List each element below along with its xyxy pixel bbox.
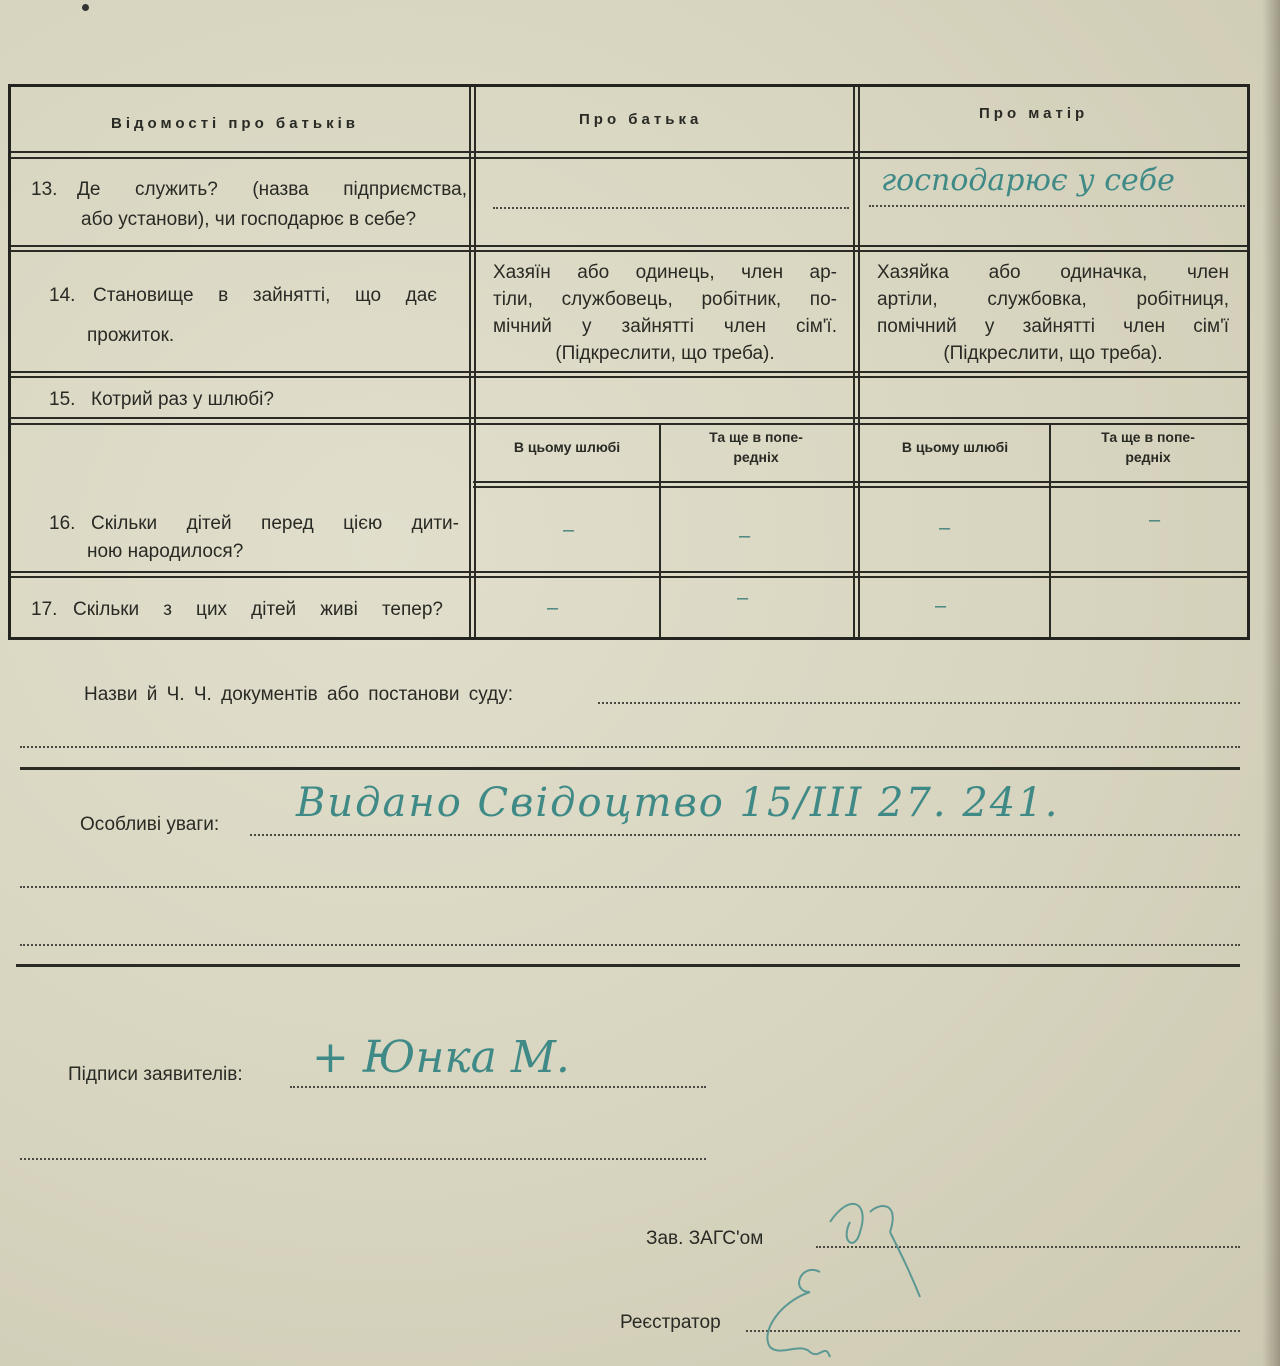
notes-handwriting: Видано Свідоцтво 15/III 27. 241. (296, 780, 1060, 826)
row-divider (473, 481, 1247, 483)
row-divider (11, 423, 1247, 425)
q13-number: 13. (31, 179, 58, 200)
q16-mother-prev-line1: Та ще в попе- (1101, 429, 1195, 445)
q16-number: 16. (49, 513, 76, 534)
q16-father-this-marriage: В цьому шлюбі (513, 439, 621, 455)
q14-mother-line: артіли, службовка, робітниця, (877, 289, 1229, 310)
col-divider (858, 87, 860, 637)
q16-value: – (739, 525, 751, 547)
row-divider (11, 157, 1247, 159)
section-divider (20, 767, 1240, 770)
row-divider (11, 371, 1247, 373)
q15-text: Котрий раз у шлюбі? (91, 389, 274, 410)
q13-mother-handwriting: господарює у себе (881, 163, 1175, 198)
q16-value: – (1149, 509, 1161, 531)
registrar-signature-scribble (750, 1262, 840, 1362)
header-about-mother: Про матір (979, 105, 1089, 122)
q16-father-prev-marriages (663, 427, 849, 467)
q13-line1: Де служить? (назва підприємства, (77, 179, 467, 200)
q14-mother-line: Хазяйка або одиначка, член (877, 262, 1229, 283)
q16-mother-prev-marriages (1053, 427, 1243, 467)
notes-field-line3[interactable] (20, 944, 1240, 946)
registrar-label: Реєстратор (620, 1312, 721, 1333)
row-divider (11, 417, 1247, 419)
q17-text: Скільки з цих дітей живі тепер? (73, 599, 443, 620)
q16-mother-this-marriage: В цьому шлюбі (901, 439, 1009, 455)
row-divider (11, 571, 1247, 573)
q16-father-prev-line1: Та ще в попе- (709, 429, 803, 445)
q14-line2: прожиток. (87, 325, 175, 346)
documents-field[interactable] (598, 702, 1240, 704)
q16-line2: ною народилося? (87, 541, 244, 562)
parents-info-table (8, 84, 1250, 640)
q14-number: 14. (49, 285, 76, 306)
q15-number: 15. (49, 389, 76, 410)
q14-father-line: мічний у зайнятті член сім'ї. (493, 316, 837, 337)
q17-value: – (935, 595, 947, 617)
q14-father-line: (Підкреслити, що треба). (555, 343, 775, 364)
q14-line1: Становище в зайнятті, що дає (93, 285, 437, 306)
section-divider (16, 964, 1240, 967)
row-divider (11, 250, 1247, 252)
row-divider (11, 245, 1247, 247)
row-divider (11, 376, 1247, 378)
q16-father-prev-line2: редніх (733, 449, 779, 465)
col-divider (659, 423, 661, 637)
q17-value: – (737, 587, 749, 609)
q14-father-options (493, 259, 837, 367)
ink-dot (82, 4, 89, 11)
signatures-field-line2[interactable] (20, 1158, 706, 1160)
q16-line1: Скільки дітей перед цією дити- (91, 513, 459, 534)
col-divider (1049, 423, 1051, 637)
q14-mother-line: (Підкреслити, що треба). (943, 343, 1163, 364)
header-about-parents: Відомості про батьків (111, 115, 359, 132)
q13-father-field[interactable] (493, 207, 849, 209)
notes-field[interactable] (250, 834, 1240, 836)
q14-father-line: тіли, службовець, робітник, по- (493, 289, 837, 310)
notes-field-line2[interactable] (20, 886, 1240, 888)
signatures-label: Підписи заявителів: (68, 1064, 243, 1085)
q16-mother-prev-line2: редніх (1125, 449, 1171, 465)
page-edge-shadow (1262, 0, 1280, 1366)
signatures-handwriting: + Юнка М. (312, 1032, 570, 1083)
q16-value: – (563, 519, 575, 541)
row-divider (473, 486, 1247, 488)
q14-mother-options (877, 259, 1229, 367)
q13-mother-field[interactable] (869, 205, 1245, 207)
q14-mother-line: помічний у зайнятті член сім'ї (877, 316, 1229, 337)
documents-label: Назви й Ч. Ч. документів або постанови суду: (84, 684, 513, 705)
row-divider (11, 151, 1247, 153)
col-divider (853, 87, 855, 637)
q14-father-line: Хазяїн або одинець, член ар- (493, 262, 837, 283)
notes-label: Особливі уваги: (80, 814, 220, 835)
header-about-father: Про батька (579, 111, 703, 128)
q17-number: 17. (31, 599, 58, 620)
zags-head-label: Зав. ЗАГС'ом (646, 1228, 764, 1249)
signatures-field[interactable] (290, 1086, 706, 1088)
row-divider (11, 576, 1247, 578)
documents-field-line2[interactable] (20, 746, 1240, 748)
q17-value: – (547, 597, 559, 619)
col-divider (474, 87, 476, 637)
q13-line2: або установи), чи господарює в себе? (81, 209, 417, 230)
col-divider (469, 87, 471, 637)
q16-value: – (939, 517, 951, 539)
